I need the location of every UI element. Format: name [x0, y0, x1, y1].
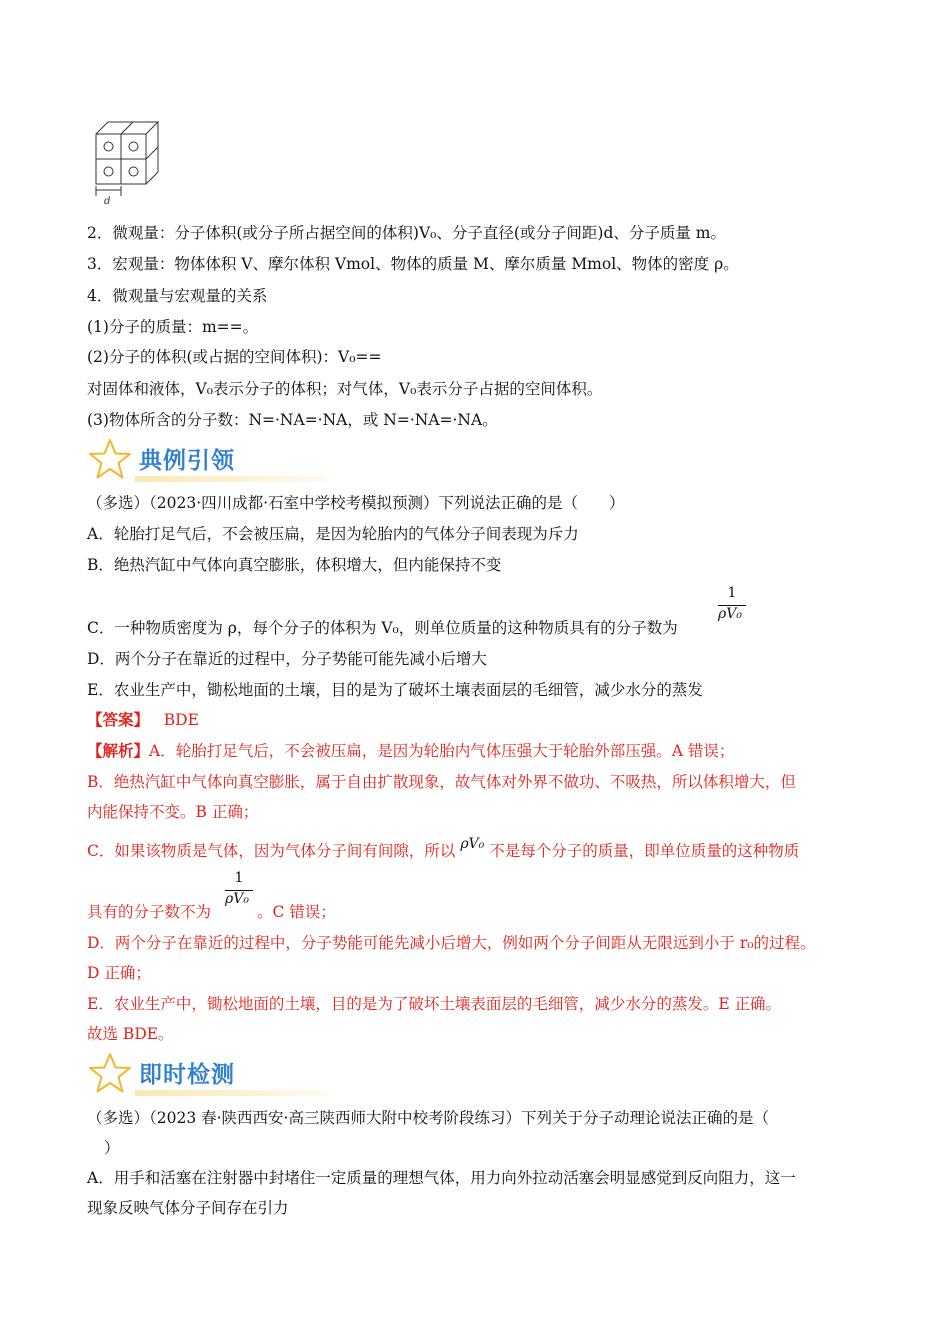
question2-option-a-line1: A．用手和活塞在注射器中封堵住一定质量的理想气体，用力向外拉动活塞会明显感觉到反向阻力，这一 — [87, 1169, 796, 1187]
question1-stem: （多选）（2023·四川成都·石室中学校考模拟预测）下列说法正确的是（ ） — [87, 494, 625, 512]
analysis-tag: 【解析】 — [87, 741, 150, 760]
analysis-line-b1: B．绝热汽缸中气体向真空膨胀，属于自由扩散现象，故气体对外界不做功、不吸热，所以体积增大，但 — [87, 773, 796, 791]
analysis-line-c1 — [87, 836, 800, 863]
section-title-examples — [87, 438, 387, 482]
analysis-c1-end: 不是每个分子的质量，即单位质量的这种物质 — [489, 842, 800, 860]
molecule-cube-figure — [90, 120, 168, 206]
question1-option-b: B．绝热汽缸中气体向真空膨胀，体积增大，但内能保持不变 — [87, 556, 502, 574]
text-line-macro: 3．宏观量：物体体积 V、摩尔体积 Vmol、物体的质量 M、摩尔质量 Mmol、物体的密度 ρ。 — [87, 255, 739, 273]
fraction-numerator: 1 — [234, 870, 244, 886]
fraction-numerator: 1 — [727, 585, 737, 601]
analysis-line-b2: 内能保持不变。B 正确； — [87, 803, 259, 821]
fraction-denominator: ρV₀ — [225, 891, 249, 907]
analysis-line-d2: D 正确； — [87, 964, 151, 982]
title-underline — [135, 476, 327, 482]
fraction-denominator: ρV₀ — [718, 606, 742, 622]
star-icon — [87, 1052, 133, 1094]
section-title-text: 即时检测 — [139, 1062, 235, 1088]
text-line-count: (3)物体所含的分子数：N=·NA=·NA，或 N=·NA=·NA。 — [87, 411, 498, 429]
text-line-volume: (2)分子的体积(或占据的空间体积)：V₀== — [87, 348, 382, 366]
question2-stem-line2: ） — [104, 1139, 120, 1157]
answer-value: BDE — [163, 711, 199, 729]
question1-option-a: A．轮胎打足气后，不会被压扁，是因为轮胎内的气体分子间表现为斥力 — [87, 525, 579, 543]
fraction-one-over-rho-v0-analysis — [225, 870, 259, 916]
inline-rho-v0: ρV₀ — [460, 836, 485, 852]
text-line-volume-note: 对固体和液体，V₀表示分子的体积；对气体，V₀表示分子占据的空间体积。 — [87, 380, 603, 398]
star-icon — [87, 438, 133, 480]
text-line-micro: 2．微观量：分子体积(或分子所占据空间的体积)V₀、分子直径(或分子间距)d、分子质量 m。 — [87, 224, 727, 242]
fraction-one-over-rho-v0 — [718, 585, 752, 631]
question1-option-c: C．一种物质密度为 ρ，每个分子的体积为 V₀，则单位质量的这种物质具有的分子数为 — [87, 619, 678, 637]
question1-option-d: D．两个分子在靠近的过程中，分子势能可能先减小后增大 — [87, 650, 487, 668]
analysis-line-e: E．农业生产中，锄松地面的土壤，目的是为了破坏土壤表面层的毛细管，减少水分的蒸发。E 正确。 — [87, 995, 782, 1013]
question2-stem-line1: （多选）（2023 春·陕西西安·高三陕西师大附中校考阶段练习）下列关于分子动理论说法正确的是（ — [87, 1109, 769, 1127]
analysis-line-c2a: 具有的分子数不为 — [87, 903, 212, 921]
answer-tag: 【答案】 — [87, 710, 150, 729]
question1-option-e: E．农业生产中，锄松地面的土壤，目的是为了破坏土壤表面层的毛细管，减少水分的蒸发 — [87, 681, 703, 699]
answer-line — [87, 709, 199, 731]
figure-label-d: d — [104, 196, 111, 206]
text-line-mass: (1)分子的质量：m==。 — [87, 318, 259, 336]
analysis-line-conclusion: 故选 BDE。 — [87, 1025, 174, 1043]
analysis-line-a — [87, 740, 734, 762]
title-underline — [135, 1090, 327, 1096]
question2-option-a-line2: 现象反映气体分子间存在引力 — [87, 1199, 289, 1217]
analysis-line-c2b: 。C 错误； — [257, 903, 336, 921]
section-title-practice — [87, 1052, 387, 1096]
section-title-text: 典例引领 — [139, 448, 235, 474]
analysis-c1-start: C．如果该物质是气体，因为气体分子间有间隙，所以 — [87, 842, 456, 860]
analysis-line-d1: D．两个分子在靠近的过程中，分子势能可能先减小后增大，例如两个分子间距从无限远到小于 r₀的过程。 — [87, 934, 816, 952]
analysis-a-text: A．轮胎打足气后，不会被压扁，是因为轮胎内气体压强大于轮胎外部压强。A 错误； — [149, 742, 735, 760]
text-line-relation: 4．微观量与宏观量的关系 — [87, 287, 268, 305]
